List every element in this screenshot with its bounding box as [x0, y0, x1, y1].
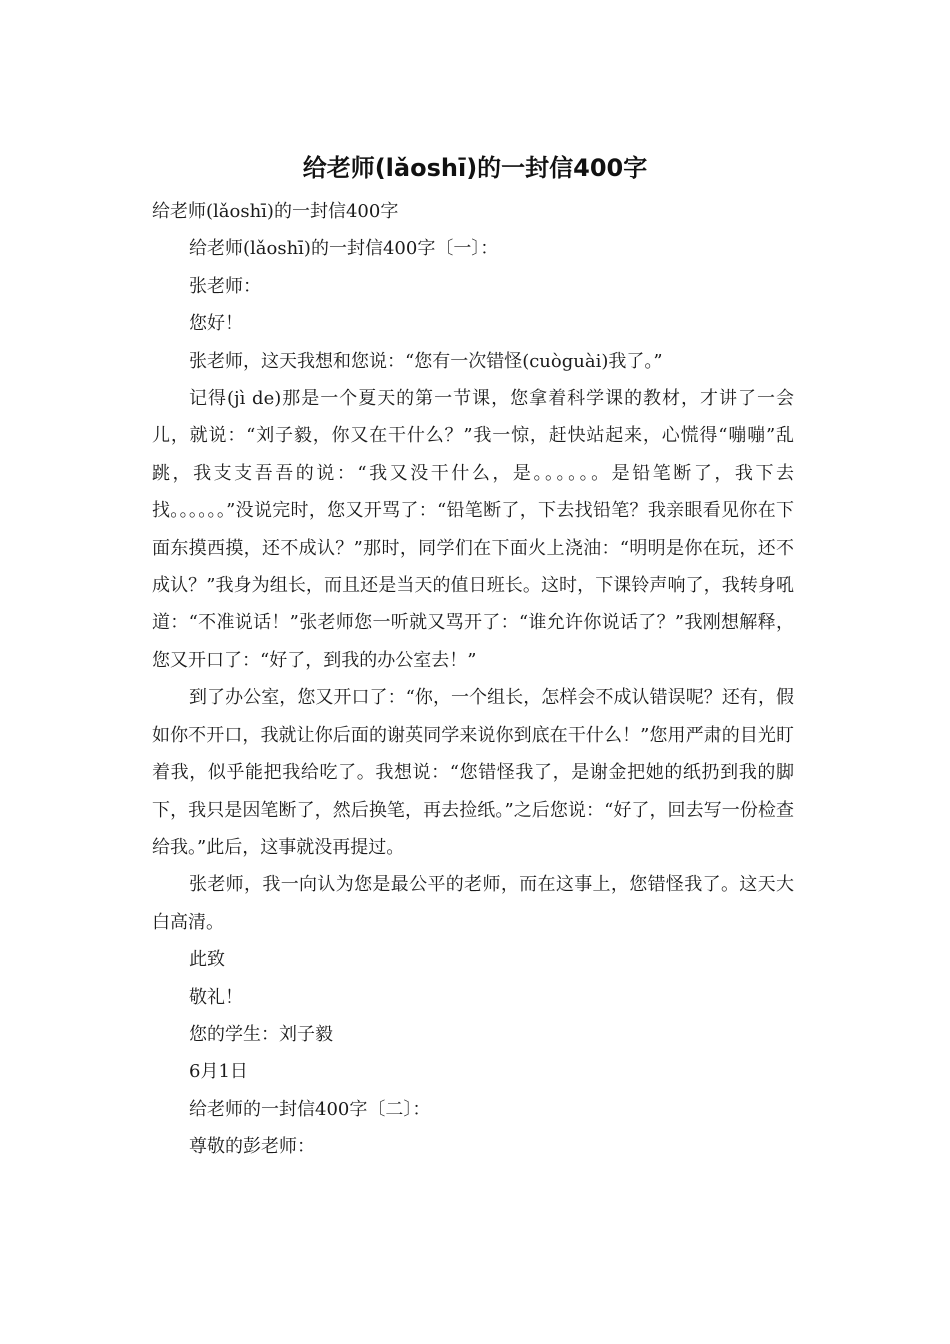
paragraph-regards: 敬礼！: [189, 986, 243, 1008]
paragraph-letter-two-title: 给老师的一封信400字〔二〕：: [189, 1098, 431, 1120]
paragraph-heading: 给老师(lǎoshī)的一封信400字: [152, 201, 399, 222]
paragraph-salutation: 张老师：: [189, 275, 261, 297]
document-title: 给老师(lǎoshī)的一封信400字: [302, 154, 648, 182]
paragraph-signature: 您的学生：刘子毅: [189, 1023, 333, 1045]
paragraph-letter-one-title: 给老师(lǎoshī)的一封信400字〔一〕：: [189, 238, 499, 260]
paragraph-office: 到了办公室，您又开口了：“你，一个组长，怎样会不成认错误呢？还有，假如你不开口，我就让你后面的谢英同学来说你到底在干什么！”您用严肃的目光盯着我，似乎能把我给吃了。我想说：“您错怪我了，是谢金把她的纸扔到我的脚下，我只是因笔断了，然后换笔，再去捡纸。”之后您说：“好了，回去写一份检查给我。”此后，这事就没再提过。: [152, 687, 794, 858]
paragraph-closing: 此致: [189, 949, 225, 971]
paragraph-salutation-two: 尊敬的彭老师：: [189, 1136, 315, 1158]
document-body: [152, 193, 794, 1166]
paragraph-story: 记得(jì de)那是一个夏天的第一节课，您拿着科学课的教材，才讲了一会儿，就说：“刘子毅，你又在干什么？”我一惊，赶快站起来，心慌得“嘣嘣”乱跳，我支支吾吾的说：“我又没干什么，是。。。。。。是铅笔断了，我下去找。。。。。。”没说完时，您又开骂了：“铅笔断了，下去找铅笔？我亲眼看见你在下面东摸西摸，还不成认？”那时，同学们在下面火上浇油：“明明是你在玩，还不成认？”我身为组长，而且还是当天的值日班长。这时，下课铃声响了，我转身吼道：“不准说话！”张老师您一听就又骂开了：“谁允许你说话了？”我刚想解释，您又开口了：“好了，到我的办公室去！”: [152, 388, 794, 671]
paragraph-opening: 张老师，这天我想和您说：“您有一次错怪(cuòguài)我了。”: [189, 350, 663, 372]
paragraph-conclusion: 张老师，我一向认为您是最公平的老师，而在这事上，您错怪我了。这天大白高清。: [152, 874, 794, 933]
paragraph-date: 6月1日: [189, 1061, 248, 1083]
paragraph-greeting: 您好！: [189, 313, 243, 335]
